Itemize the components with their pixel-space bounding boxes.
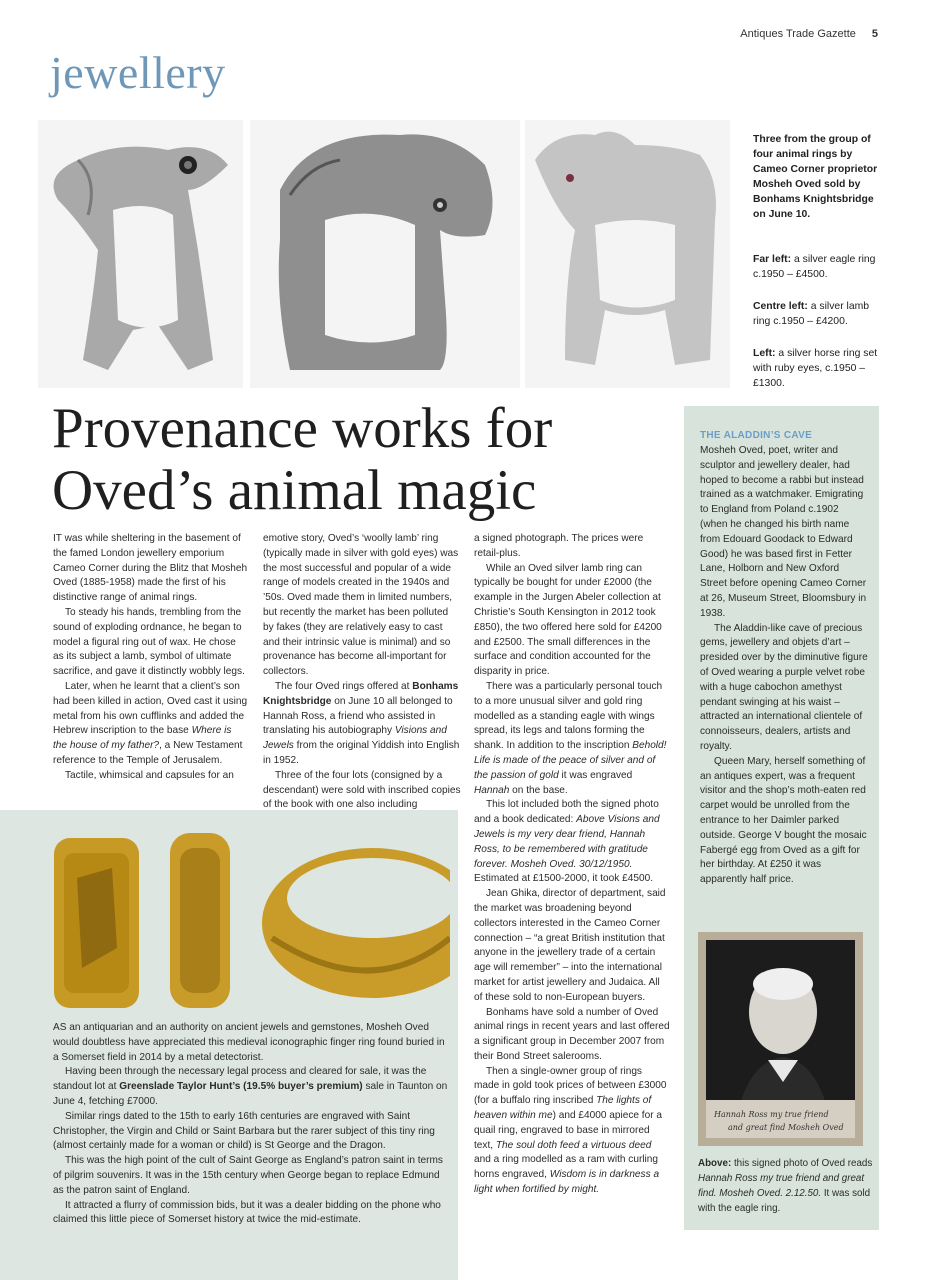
medieval-ring-photo — [52, 828, 450, 1013]
caption-item-lamb: Centre left: a silver lamb ring c.1950 – £4200. — [753, 301, 870, 327]
horse-ring-image — [525, 120, 730, 388]
portrait-inscription: Hannah Ross my true friend — [714, 1110, 829, 1119]
article-headline: Provenance works for Oved’s animal magic — [52, 397, 553, 522]
caption-item-eagle: Far left: a silver eagle ring c.1950 – £4500. — [753, 254, 876, 280]
eagle-ring-photo — [38, 120, 243, 388]
svg-text:and great find Mosheh Oved: and great find Mosheh Oved — [728, 1123, 844, 1132]
sidebar-text: Mosheh Oved, poet, writer and sculptor and jewellery dealer, had hoped to become a rabbi but instead trained as a watchmaker. Emigrating to England from Poland c.1902 (when he changed his birth name from Edouard Goodack to Edward Good) he was based first in Fetter Lane, Holborn and New Oxford Street before opening Cameo Corner at 26, Museum Street, Bloomsbury in 1938. The Aladdin-like cave of precious gems, jewellery and objets d’art – presided over by the diminutive figure of Oved wearing a purple velvet robe with a huge cabochon amethyst pendant swinging at his waist – attracted an international clientele of connoisseurs, dealers, artists and royalty. Queen Mary, herself something of an antiques expert, was a frequent visitor and the shop’s moth-eaten red carpet would be unrolled from the entrance to her Daimler parked outside. George V bought the mosaic Fabergé egg from Oved as a gift for her birthday. At £250 it was apparently half price. — [700, 445, 868, 886]
article-column-3: a signed photograph. The prices were retail-plus. While an Oved silver lamb ring can typically be bought for under £2000 (the example in the Jurgen Abeler collection at Christie’s South Kensington in 2012 took £850), the two offered here sold for £4200 and £2500. The small differences in the surface and condition accounted for the disparity in price. There was a particularly personal touch to a more unusual silver and gold ring modelled as a standing eagle with wings spread, its legs and talons forming the shank. In addition to the inscription Behold! Life is made of the peace of silver and of the passion of gold it was engraved Hannah on the base. This lot included both the signed photo and a book dedicated: Above Visions and Jewels is my very dear friend, Hannah Ross, to be remembered with gratitude forever. Mosheh Oved. 30/12/1950. Estimated at £1500-2000, it took £4500. Jean Ghika, director of department, said the market was broadening beyond collectors interested in the Cameo Corner connection – “a great British institution that anyone in the jewellery trade of a certain age will remember” – into the international market for artist jewellery and Judaica. All of these sold to non-European buyers. Bonhams have sold a number of Oved animal rings in recent years and last offered a significant group in December 2007 from their Bond Street salerooms. Then a single-owner group of rings made in gold took prices of between £3000 (for a buffalo ring inscribed The lights of heaven within me) and £4000 apiece for a quail ring, engraved to base in mirrored text, The soul doth feed a virtuous deed and a ring modelled as a ram with curling horns engraved, Wisdom is in darkness a light when fortified by might. — [474, 533, 670, 1196]
medieval-ring-text: AS an antiquarian and an authority on ancient jewels and gemstones, Mosheh Oved would doubtless have appreciated this medieval iconographic finger ring found buried in a Somerset field in 2014 by a metal detectorist. Having been through the necessary legal process and cleared for sale, it was the standout lot at Greenslade Taylor Hunt’s (19.5% buyer’s premium) sale in Taunton on June 4, fetching £7000. Similar rings dated to the 15th to early 16th centuries are engraved with Saint Christopher, the Virgin and Child or Saint Barbara but the rarer subject of this tiny ring (almost certainly made for a woman or child) is St George and the Dragon. This was the high point of the cult of Saint George as England’s patron saint in terms of pilgrim souvenirs. It was in the 15th century when George began to replace Edmund as the patron saint of England. It attracted a flurry of commission bids, but it was a dealer bidding on the phone who claimed this little piece of Somerset history at twice the mid-estimate. — [53, 1022, 448, 1226]
portrait-caption: Above: this signed photo of Oved reads Hannah Ross my true friend and great find. Mosheh Oved. 2.12.50. It was sold with the eagle ring. — [698, 1158, 873, 1214]
publication-name: Antiques Trade Gazette — [740, 28, 856, 40]
oved-portrait-image — [698, 932, 863, 1146]
gold-ring-image — [52, 828, 450, 1013]
caption-item-horse: Left: a silver horse ring set with ruby eyes, c.1950 – £1300. — [753, 348, 878, 389]
horse-ring-photo — [525, 120, 730, 388]
page-header — [740, 28, 878, 40]
oved-portrait-photo — [698, 932, 863, 1146]
lamb-ring-photo — [250, 120, 520, 388]
lamb-ring-image — [250, 120, 520, 388]
top-photo-caption — [753, 132, 888, 408]
page-number: 5 — [871, 28, 878, 40]
sidebar-title: THE ALADDIN’S CAVE — [700, 430, 813, 441]
section-title: jewellery — [50, 47, 226, 98]
article-column-2: emotive story, Oved’s ‘woolly lamb’ ring (typically made in silver with gold eyes) was the most successful and popular of a wide range of models created in the 1940s and ’50s. Oved made them in limited numbers, but recently the market has been polluted by fakes (they are relatively easy to cast and their intrinsic value is minimal) and so provenance has become all-important for collectors. The four Oved rings offered at Bonhams Knightsbridge on June 10 all belonged to Hannah Ross, a friend who assisted in translating his autobiography Visions and Jewels from the original Yiddish into English in 1952. Three of the four lots (consigned by a descendant) were sold with inscribed copies of the book with one also including — [263, 533, 461, 811]
caption-main: Three from the group of four animal rings by Cameo Corner proprietor Mosheh Oved sold by Bonhams Knightsbridge on June 10. — [753, 134, 878, 220]
article-column-1: IT was while sheltering in the basement of the famed London jewellery emporium Cameo Corner during the Blitz that Mosheh Oved (1885-1958) made the first of his distinctive range of animal rings. To steady his hands, trembling from the sound of exploding ordnance, he began to model a figural ring out of wax. He chose as its subject a lamb, symbol of ultimate sacrifice, and gave it distinctly wobbly legs. Later, when he learnt that a client’s son had been killed in action, Oved cast it using metal from his own cufflinks and added the Hebrew inscription to the base Where is the house of my father?, a New Testament reference to the Temple of Jerusalem. Tactile, whimsical and capsules for an — [53, 533, 248, 781]
eagle-ring-image — [38, 120, 243, 388]
